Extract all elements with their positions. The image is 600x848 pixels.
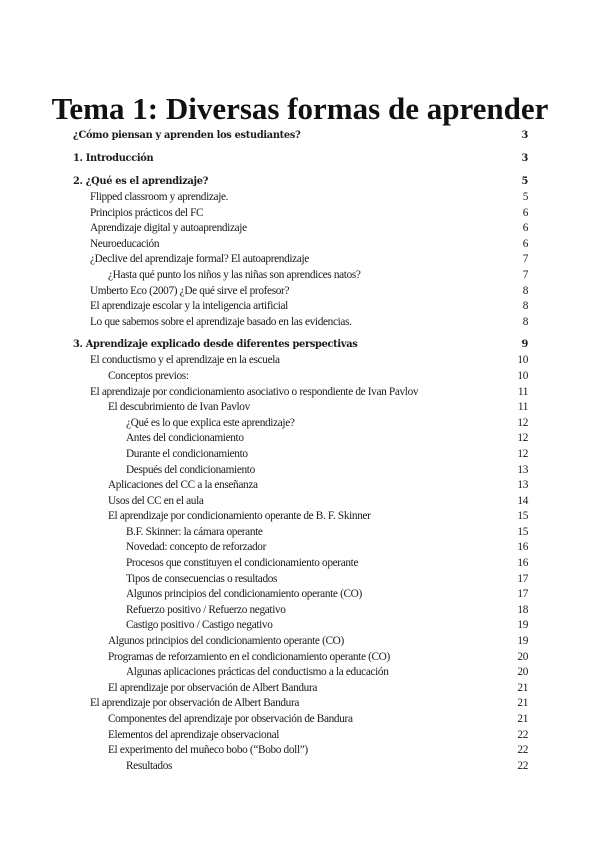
toc-entry-page: 9 <box>521 339 528 351</box>
toc-entry-page: 20 <box>517 666 528 679</box>
toc-entry-page: 12 <box>517 416 528 429</box>
toc-entry-title: Umberto Eco (2007) ¿De qué sirve el profesor? <box>90 284 290 297</box>
toc-entry-page: 13 <box>517 479 528 492</box>
toc-entry-page: 19 <box>517 635 528 648</box>
toc-entry[interactable] <box>73 650 528 666</box>
toc-entry-page: 18 <box>517 603 528 616</box>
toc-entry-title: Usos del CC en el aula <box>108 494 204 507</box>
toc-entry-page: 17 <box>517 572 528 585</box>
toc-entry-page: 19 <box>517 619 528 632</box>
toc-entry-page: 17 <box>517 588 528 601</box>
toc-entry-page: 8 <box>522 284 528 297</box>
toc-entry-title: ¿Qué es lo que explica este aprendizaje? <box>126 416 295 429</box>
toc-entry-page: 6 <box>522 237 528 250</box>
toc-entry[interactable] <box>73 385 528 401</box>
toc-entry-title: Componentes del aprendizaje por observación de Bandura <box>108 713 353 725</box>
toc-entry[interactable] <box>73 252 528 268</box>
toc-entry[interactable] <box>73 743 528 759</box>
toc-entry-page: 11 <box>517 385 528 398</box>
toc-entry-page: 11 <box>517 401 528 414</box>
toc-entry[interactable] <box>73 190 528 206</box>
toc-entry[interactable] <box>73 237 528 253</box>
toc-entry-title: El descubrimiento de Ivan Pavlov <box>108 401 250 414</box>
toc-entry-page: 21 <box>517 713 528 725</box>
toc-entry[interactable] <box>73 525 528 541</box>
toc-entry[interactable] <box>73 353 528 369</box>
toc-entry[interactable] <box>73 416 528 432</box>
toc-entry-title: Antes del condicionamiento <box>126 432 244 445</box>
toc-entry[interactable] <box>73 603 528 619</box>
toc-entry-title: ¿Declive del aprendizaje formal? El autoaprendizaje <box>90 253 309 266</box>
toc-entry-page: 21 <box>517 697 528 710</box>
toc-entry[interactable] <box>73 431 528 447</box>
toc-entry-title: Refuerzo positivo / Refuerzo negativo <box>126 603 286 616</box>
toc-entry-title: Tipos de consecuencias o resultados <box>126 572 278 585</box>
toc-entry-page: 8 <box>522 300 528 313</box>
toc-entry-title: El aprendizaje por observación de Albert Bandura <box>108 681 318 694</box>
toc-entry[interactable] <box>73 681 528 697</box>
toc-entry-page: 10 <box>517 354 528 367</box>
toc-entry[interactable] <box>73 268 528 284</box>
toc-entry[interactable] <box>73 634 528 650</box>
toc-entry[interactable] <box>73 494 528 510</box>
toc-entry[interactable] <box>73 127 528 144</box>
toc-entry-title: Después del condicionamiento <box>126 463 255 476</box>
toc-entry[interactable] <box>73 173 528 190</box>
toc-entry[interactable] <box>73 618 528 634</box>
toc-entry-title: Conceptos previos: <box>108 369 189 382</box>
toc-entry-title: 2. ¿Qué es el aprendizaje? <box>73 176 209 187</box>
toc-entry[interactable] <box>73 540 528 556</box>
toc-entry-page: 12 <box>517 447 528 460</box>
toc-entry[interactable] <box>73 728 528 744</box>
toc-entry-title: Algunas aplicaciones prácticas del conductismo a la educación <box>126 666 389 679</box>
toc-entry-title: Novedad: concepto de reforzador <box>126 541 267 554</box>
toc-entry-page: 22 <box>517 759 528 772</box>
toc-entry[interactable] <box>73 696 528 712</box>
toc-entry-title: Principios prácticos del FC <box>90 206 204 219</box>
toc-entry[interactable] <box>73 206 528 222</box>
toc-entry-title: El aprendizaje por condicionamiento asociativo o respondiente de Ivan Pavlov <box>90 385 419 398</box>
toc-entry-title: Aprendizaje digital y autoaprendizaje <box>90 222 247 235</box>
toc-entry-title: El aprendizaje escolar y la inteligencia artificial <box>90 300 288 313</box>
toc-entry-page: 7 <box>522 253 528 266</box>
toc-entry-title: El conductismo y el aprendizaje en la escuela <box>90 354 280 367</box>
toc-entry-title: El aprendizaje por observación de Albert Bandura <box>90 697 300 710</box>
toc-entry-title: ¿Cómo piensan y aprenden los estudiantes? <box>73 130 301 141</box>
toc-entry[interactable] <box>73 478 528 494</box>
toc-entry[interactable] <box>73 556 528 572</box>
toc-entry-title: Castigo positivo / Castigo negativo <box>126 619 273 632</box>
toc-entry[interactable] <box>73 509 528 525</box>
toc-entry-page: 5 <box>522 191 528 203</box>
toc-entry[interactable] <box>73 299 528 315</box>
toc-entry-page: 3 <box>521 130 528 141</box>
toc-entry-page: 12 <box>517 432 528 445</box>
toc-entry-title: Neuroeducación <box>90 237 160 250</box>
toc-entry-page: 5 <box>521 176 528 187</box>
toc-entry-title: Elementos del aprendizaje observacional <box>108 728 280 741</box>
toc-entry-title: Programas de reforzamiento en el condicionamiento operante (CO) <box>108 650 390 663</box>
toc-entry[interactable] <box>73 315 528 331</box>
toc-entry-page: 22 <box>517 744 528 757</box>
toc-entry-title: Procesos que constituyen el condicionamiento operante <box>126 557 359 570</box>
toc-entry-page: 13 <box>517 463 528 476</box>
toc-entry-page: 15 <box>517 525 528 538</box>
toc-entry[interactable] <box>73 447 528 463</box>
toc-entry-page: 20 <box>517 650 528 663</box>
toc-entry-page: 8 <box>522 315 528 328</box>
toc-entry-title: 1. Introducción <box>73 153 154 164</box>
toc-entry[interactable] <box>73 572 528 588</box>
table-of-contents <box>73 127 528 774</box>
toc-entry[interactable] <box>73 463 528 479</box>
toc-entry[interactable] <box>73 369 528 385</box>
toc-entry[interactable] <box>73 665 528 681</box>
toc-entry-page: 16 <box>517 541 528 554</box>
toc-entry-page: 14 <box>517 494 528 507</box>
toc-entry-page: 15 <box>517 510 528 523</box>
toc-entry-page: 7 <box>522 268 528 281</box>
toc-entry[interactable] <box>73 336 528 353</box>
toc-entry-title: Flipped classroom y aprendizaje. <box>90 191 229 203</box>
toc-entry-title: Lo que sabemos sobre el aprendizaje basado en las evidencias. <box>90 315 352 328</box>
toc-entry-title: Resultados <box>126 759 173 772</box>
toc-entry[interactable] <box>73 587 528 603</box>
toc-entry[interactable] <box>73 400 528 416</box>
toc-entry[interactable] <box>73 221 528 237</box>
toc-entry-title: Durante el condicionamiento <box>126 447 248 460</box>
toc-entry-title: 3. Aprendizaje explicado desde diferentes perspectivas <box>73 339 358 351</box>
toc-entry-title: El aprendizaje por condicionamiento operante de B. F. Skinner <box>108 510 371 523</box>
toc-entry-title: B.F. Skinner: la cámara operante <box>126 525 263 538</box>
toc-entry-title: ¿Hasta qué punto los niños y las niñas son aprendices natos? <box>108 268 361 281</box>
toc-entry-page: 6 <box>522 206 528 219</box>
toc-entry-title: Algunos principios del condicionamiento operante (CO) <box>126 588 362 601</box>
toc-entry-page: 16 <box>517 557 528 570</box>
toc-entry-page: 22 <box>517 728 528 741</box>
document-title: Tema 1: Diversas formas de aprender <box>51 90 549 126</box>
toc-entry-page: 10 <box>517 369 528 382</box>
toc-entry-page: 21 <box>517 681 528 694</box>
toc-entry-title: El experimento del muñeco bobo (“Bobo doll”) <box>108 744 308 757</box>
toc-entry[interactable] <box>73 759 528 775</box>
toc-entry-title: Aplicaciones del CC a la enseñanza <box>108 479 258 492</box>
toc-entry[interactable] <box>73 712 528 728</box>
toc-entry-page: 3 <box>521 153 528 164</box>
toc-entry-title: Algunos principios del condicionamiento operante (CO) <box>108 635 344 648</box>
toc-entry[interactable] <box>73 284 528 300</box>
toc-entry[interactable] <box>73 150 528 167</box>
toc-entry-page: 6 <box>522 222 528 235</box>
